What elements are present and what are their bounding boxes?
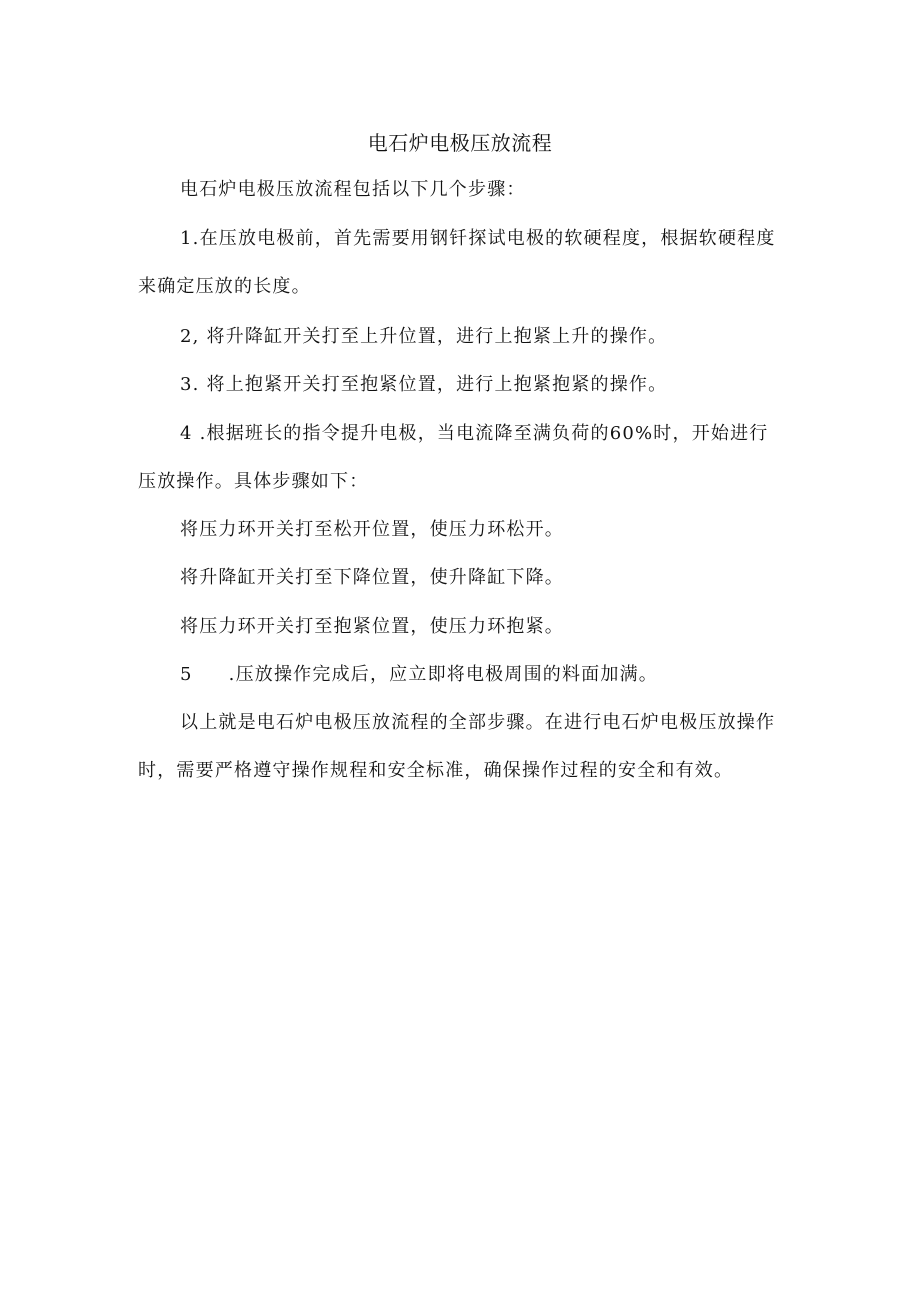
- sub-step-1-paragraph: 将压力环开关打至松开位置，使压力环松开。: [180, 519, 564, 540]
- document-title: 电石炉电极压放流程: [367, 131, 553, 155]
- step-4-paragraph: 4 .根据班长的指令提升电极，当电流降至满负荷的60%时，开始进行压放操作。具体步骤如下：: [138, 423, 769, 492]
- step-2-paragraph: 2, 将升降缸开关打至上升位置，进行上抱紧上升的操作。: [180, 326, 668, 347]
- step-5-text: .压放操作完成后，应立即将电极周围的料面加满。: [228, 664, 658, 685]
- step-5-number: 5: [180, 664, 193, 685]
- step-3-paragraph: 3. 将上抱紧开关打至抱紧位置，进行上抱紧抱紧的操作。: [180, 374, 668, 395]
- step-5-paragraph: [138, 651, 786, 699]
- summary-paragraph: 以上就是电石炉电极压放流程的全部步骤。在进行电石炉电极压放操作时，需要严格遵守操作规程和安全标准，确保操作过程的安全和有效。: [138, 712, 776, 781]
- step-1-paragraph: 1.在压放电极前，首先需要用钢钎探试电极的软硬程度，根据软硬程度来确定压放的长度。: [138, 228, 776, 297]
- sub-step-2-paragraph: 将升降缸开关打至下降位置，使升降缸下降。: [180, 567, 564, 588]
- intro-paragraph: 电石炉电极压放流程包括以下几个步骤：: [180, 179, 526, 200]
- sub-step-3-paragraph: 将压力环开关打至抱紧位置，使压力环抱紧。: [180, 616, 564, 637]
